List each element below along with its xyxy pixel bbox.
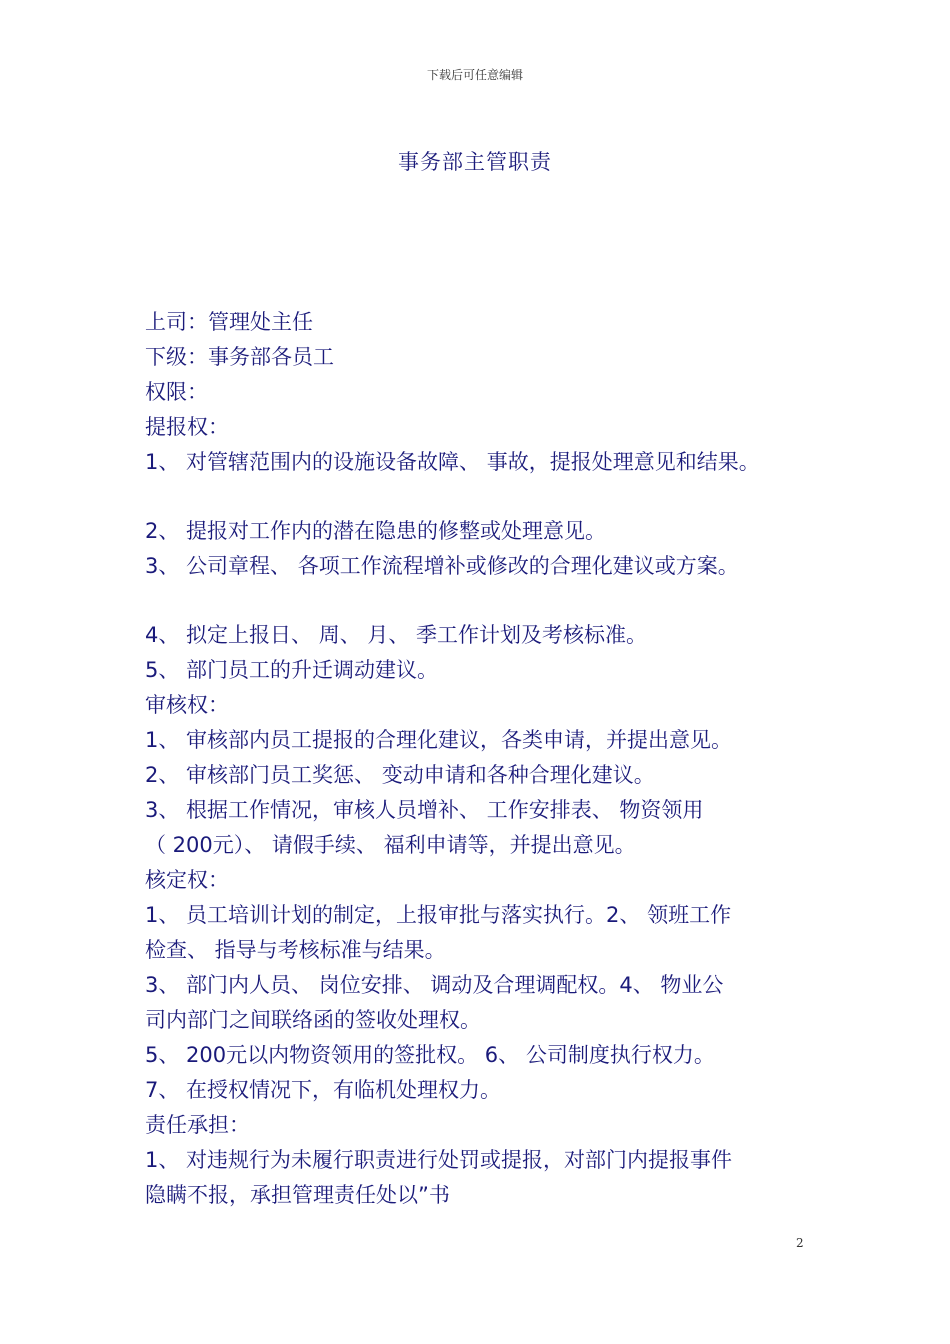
text-line: 提报权： [145, 415, 229, 439]
text-line: 5、 200元以内物资领用的签批权。 6、 公司制度执行权力。 [145, 1043, 715, 1067]
text-line: 责任承担： [145, 1113, 250, 1137]
text-line: 5、 部门员工的升迁调动建议。 [145, 658, 439, 682]
text-line: 司内部门之间联络函的签收处理权。 [145, 1008, 481, 1032]
blank-line [145, 480, 825, 514]
text-line: 2、 审核部门员工奖惩、 变动申请和各种合理化建议。 [145, 763, 655, 787]
blank-line [145, 584, 825, 618]
header-note: 下载后可任意编辑 [426, 68, 523, 82]
text-line: 1、 审核部内员工提报的合理化建议，各类申请，并提出意见。 [145, 728, 733, 752]
text-line: 上司：管理处主任 [145, 310, 313, 334]
text-line: 4、 拟定上报日、 周、 月、 季工作计划及考核标准。 [145, 623, 648, 647]
page-number: 2 [796, 1236, 804, 1250]
text-line: 审核权： [145, 693, 229, 717]
text-line: （ 200元）、 请假手续、 福利申请等，并提出意见。 [145, 833, 636, 857]
text-line: 7、 在授权情况下，有临机处理权力。 [145, 1078, 502, 1102]
text-line: 1、 员工培训计划的制定，上报审批与落实执行。2、 领班工作 [145, 903, 732, 927]
text-line: 权限： [145, 380, 208, 404]
document-body [145, 305, 825, 1213]
text-line: 下级：事务部各员工 [145, 345, 334, 369]
text-line: 核定权： [145, 868, 229, 892]
text-line: 3、 公司章程、 各项工作流程增补或修改的合理化建议或方案。 [145, 554, 739, 578]
text-line: 检查、 指导与考核标准与结果。 [145, 938, 446, 962]
text-line: 3、 根据工作情况，审核人员增补、 工作安排表、 物资领用 [145, 798, 704, 822]
text-line: 3、 部门内人员、 岗位安排、 调动及合理调配权。4、 物业公 [145, 973, 724, 997]
text-line: 隐瞒不报，承担管理责任处以”书 [145, 1183, 450, 1207]
text-line: 2、 提报对工作内的潜在隐患的修整或处理意见。 [145, 519, 607, 543]
text-line: 1、 对管辖范围内的设施设备故障、 事故，提报处理意见和结果。 [145, 450, 760, 474]
document-title: 事务部主管职责 [398, 150, 552, 174]
text-line: 1、 对违规行为未履行职责进行处罚或提报，对部门内提报事件 [145, 1148, 733, 1172]
